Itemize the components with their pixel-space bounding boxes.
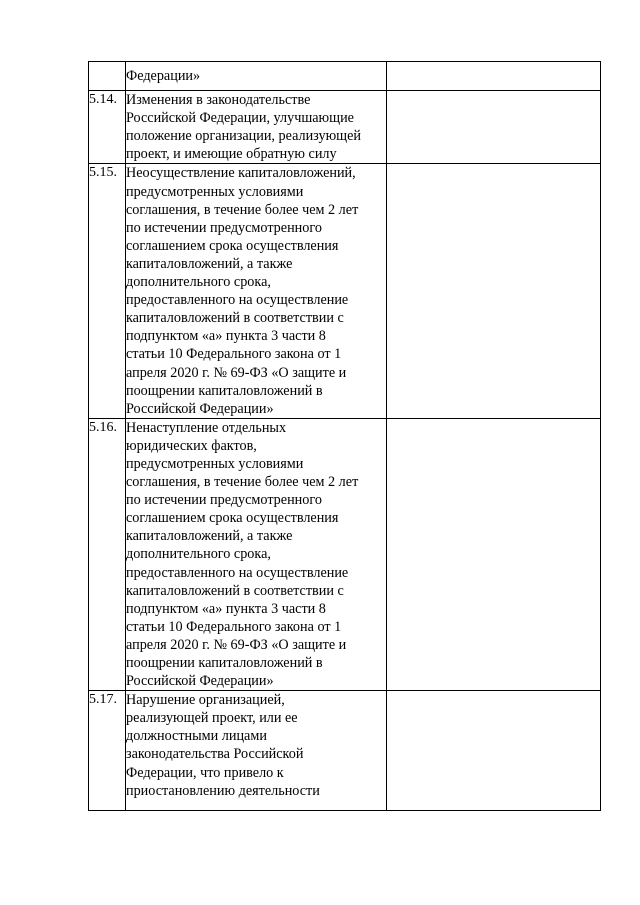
row-number-cell	[89, 62, 126, 91]
row-value-cell	[387, 164, 601, 418]
row-text-line: проект, и имеющие обратную силу	[126, 146, 337, 163]
row-text-line: Российской Федерации, улучшающие	[126, 110, 354, 127]
row-text-line: капиталовложений в соответствии с	[126, 310, 344, 327]
row-number: 5.17.	[89, 692, 117, 708]
row-text-line: Федерации»	[126, 68, 201, 84]
row-number: 5.16.	[89, 419, 117, 435]
row-text-line: апреля 2020 г. № 69-ФЗ «О защите и	[126, 636, 347, 653]
row-text-line: юридических фактов,	[126, 437, 257, 454]
row-text-line: подпунктом «а» пункта 3 части 8	[126, 600, 326, 617]
row-text-line: приостановлению деятельности	[126, 782, 320, 799]
row-number-cell	[89, 691, 126, 811]
row-text-line: предоставленного на осуществление	[126, 292, 349, 309]
row-text-line: капиталовложений в соответствии с	[126, 582, 344, 599]
row-text-line: Изменения в законодательстве	[126, 92, 311, 109]
row-text-line: Неосуществление капиталовложений,	[126, 165, 356, 182]
table-row	[89, 691, 601, 811]
row-text-cell	[126, 691, 387, 811]
row-text-line: реализующей проект, или ее	[126, 710, 298, 727]
row-value-cell	[387, 62, 601, 91]
row-text-line: апреля 2020 г. № 69-ФЗ «О защите и	[126, 364, 347, 381]
row-value-cell	[387, 418, 601, 690]
row-text-line: соглашением срока осуществления	[126, 237, 339, 254]
row-value-cell	[387, 91, 601, 164]
row-text-line: положение организации, реализующей	[126, 128, 361, 145]
row-text-line: дополнительного срока,	[126, 274, 271, 291]
row-text-line: поощрении капиталовложений в	[126, 382, 323, 399]
table-row	[89, 91, 601, 164]
row-text-line: дополнительного срока,	[126, 546, 271, 563]
row-text-line: Ненаступление отдельных	[126, 419, 287, 436]
row-value-cell	[387, 691, 601, 811]
table-row	[89, 418, 601, 690]
row-number-cell	[89, 91, 126, 164]
row-text-line: законодательства Российской	[126, 746, 304, 763]
row-text-line: предусмотренных условиями	[126, 183, 304, 200]
row-text-cell	[126, 418, 387, 690]
table-row	[89, 164, 601, 418]
document-table	[88, 61, 601, 811]
row-text-cell	[126, 62, 387, 91]
row-text-line: соглашения, в течение более чем 2 лет	[126, 201, 359, 218]
table-row	[89, 62, 601, 91]
row-number-cell	[89, 164, 126, 418]
row-text-line: Федерации, что привело к	[126, 764, 284, 781]
row-text-line: должностными лицами	[126, 728, 267, 745]
row-text-line: Российской Федерации»	[126, 673, 274, 690]
row-text-line: статьи 10 Федерального закона от 1	[126, 346, 342, 363]
row-text-cell	[126, 91, 387, 164]
row-text-line: по истечении предусмотренного	[126, 492, 322, 509]
table-body	[89, 62, 601, 811]
row-text-line: капиталовложений, а также	[126, 528, 293, 545]
row-text-line: капиталовложений, а также	[126, 255, 293, 272]
row-text-line: предусмотренных условиями	[126, 455, 304, 472]
row-text-line: Нарушение организацией,	[126, 692, 285, 709]
row-text-line: предоставленного на осуществление	[126, 564, 349, 581]
row-text-line: соглашением срока осуществления	[126, 510, 339, 527]
row-text-line: статьи 10 Федерального закона от 1	[126, 618, 342, 635]
row-number: 5.14.	[89, 92, 117, 108]
row-text-cell	[126, 164, 387, 418]
row-text-line: поощрении капиталовложений в	[126, 655, 323, 671]
row-number-cell	[89, 418, 126, 690]
row-text-line: по истечении предусмотренного	[126, 219, 322, 236]
row-text-line: соглашения, в течение более чем 2 лет	[126, 474, 359, 491]
row-text-line: Российской Федерации»	[126, 400, 274, 417]
row-text-line: подпунктом «а» пункта 3 части 8	[126, 328, 326, 345]
row-number: 5.15.	[89, 165, 117, 181]
